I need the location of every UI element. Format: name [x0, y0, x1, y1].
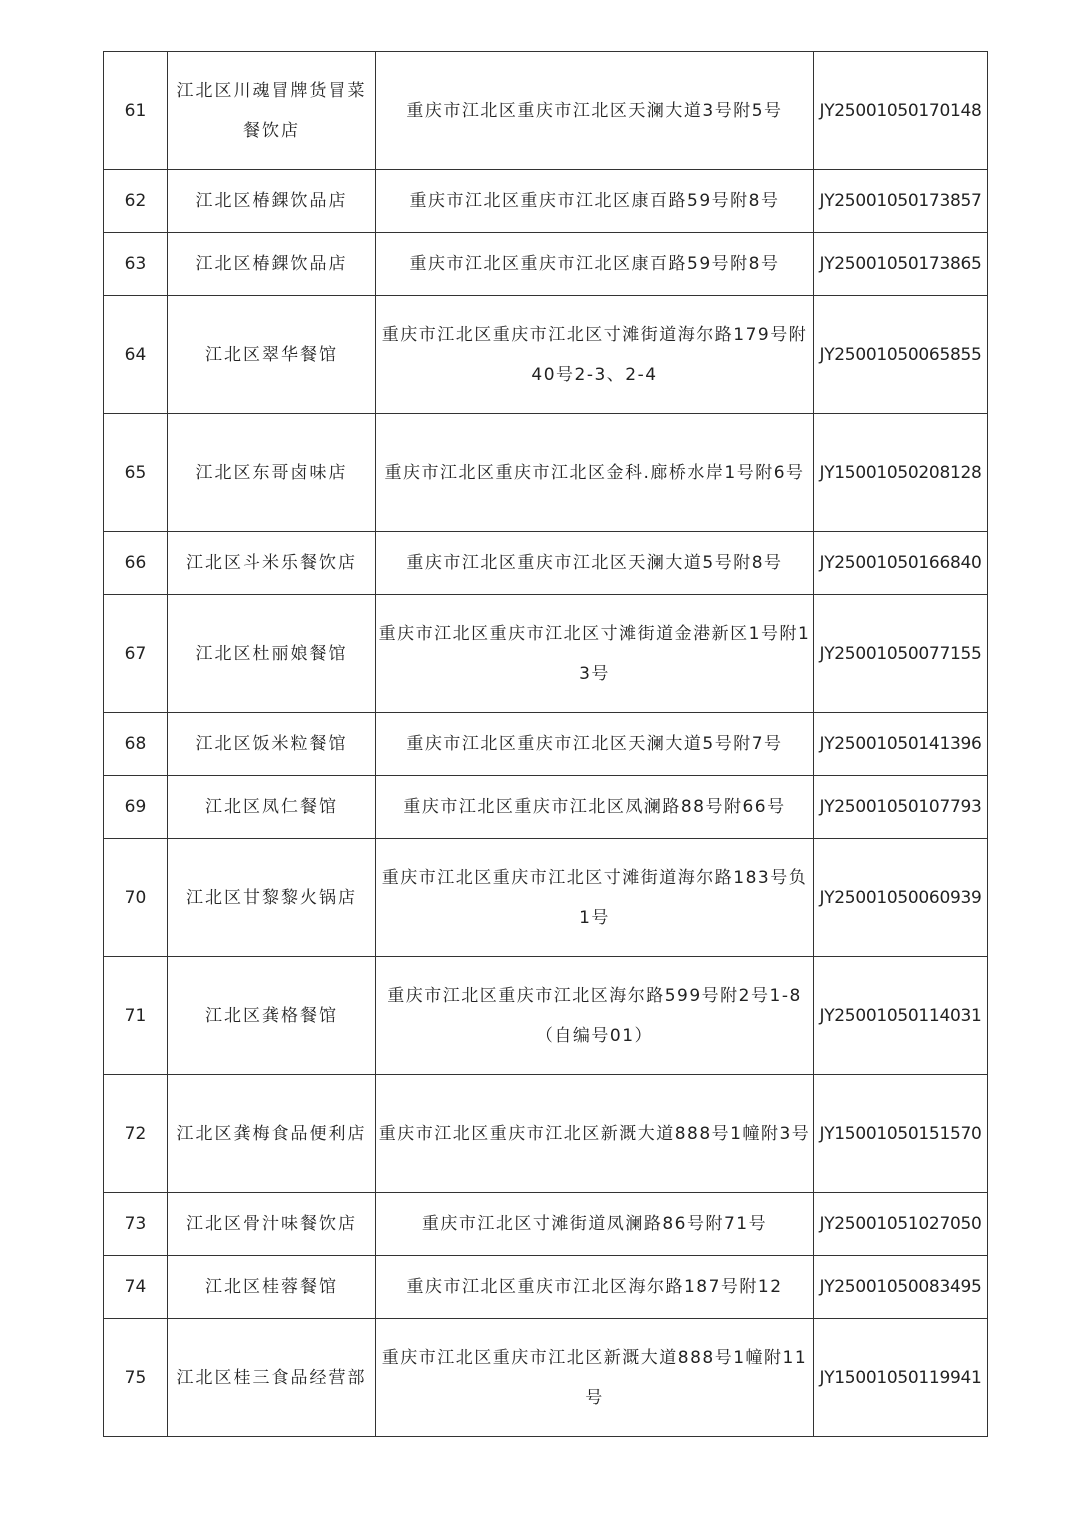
business-name-cell: 江北区椿錁饮品店 [168, 170, 376, 233]
row-number-cell: 74 [104, 1256, 168, 1319]
table-row [104, 414, 988, 532]
address-cell: 重庆市江北区重庆市江北区康百路59号附8号 [376, 170, 814, 233]
row-number-cell: 62 [104, 170, 168, 233]
license-number-cell: JY15001050119941 [814, 1319, 988, 1437]
address-cell: 重庆市江北区重庆市江北区凤澜路88号附66号 [376, 776, 814, 839]
table-row [104, 957, 988, 1075]
table-row [104, 713, 988, 776]
address-cell: 重庆市江北区重庆市江北区海尔路599号附2号1-8（自编号01） [376, 957, 814, 1075]
row-number-cell: 75 [104, 1319, 168, 1437]
address-cell: 重庆市江北区重庆市江北区金科.廊桥水岸1号附6号 [376, 414, 814, 532]
license-number-cell: JY25001050166840 [814, 532, 988, 595]
row-number-cell: 65 [104, 414, 168, 532]
table-row [104, 233, 988, 296]
business-name-cell: 江北区凤仁餐馆 [168, 776, 376, 839]
table-row [104, 1256, 988, 1319]
table-row [104, 839, 988, 957]
address-cell: 重庆市江北区重庆市江北区寸滩街道金港新区1号附13号 [376, 595, 814, 713]
table-row [104, 532, 988, 595]
license-number-cell: JY25001050065855 [814, 296, 988, 414]
business-name-cell: 江北区东哥卤味店 [168, 414, 376, 532]
license-number-cell: JY25001050173857 [814, 170, 988, 233]
business-name-cell: 江北区甘黎黎火锅店 [168, 839, 376, 957]
row-number-cell: 69 [104, 776, 168, 839]
row-number-cell: 71 [104, 957, 168, 1075]
address-cell: 重庆市江北区重庆市江北区天澜大道5号附8号 [376, 532, 814, 595]
row-number-cell: 68 [104, 713, 168, 776]
license-number-cell: JY25001050083495 [814, 1256, 988, 1319]
business-name-cell: 江北区饭米粒餐馆 [168, 713, 376, 776]
license-number-cell: JY15001050151570 [814, 1075, 988, 1193]
license-number-cell: JY25001050077155 [814, 595, 988, 713]
license-number-cell: JY25001050170148 [814, 52, 988, 170]
business-name-cell: 江北区骨汁味餐饮店 [168, 1193, 376, 1256]
table-row [104, 1193, 988, 1256]
address-cell: 重庆市江北区寸滩街道凤澜路86号附71号 [376, 1193, 814, 1256]
address-cell: 重庆市江北区重庆市江北区寸滩街道海尔路183号负1号 [376, 839, 814, 957]
license-number-cell: JY25001050114031 [814, 957, 988, 1075]
business-license-table [103, 51, 988, 1437]
business-name-cell: 江北区杜丽娘餐馆 [168, 595, 376, 713]
row-number-cell: 72 [104, 1075, 168, 1193]
row-number-cell: 67 [104, 595, 168, 713]
address-cell: 重庆市江北区重庆市江北区天澜大道5号附7号 [376, 713, 814, 776]
table-row [104, 1075, 988, 1193]
table-body [104, 52, 988, 1437]
license-number-cell: JY25001051027050 [814, 1193, 988, 1256]
row-number-cell: 61 [104, 52, 168, 170]
row-number-cell: 63 [104, 233, 168, 296]
address-cell: 重庆市江北区重庆市江北区寸滩街道海尔路179号附40号2-3、2-4 [376, 296, 814, 414]
license-number-cell: JY15001050208128 [814, 414, 988, 532]
table-row [104, 170, 988, 233]
business-name-cell: 江北区椿錁饮品店 [168, 233, 376, 296]
table-row [104, 296, 988, 414]
business-name-cell: 江北区桂蓉餐馆 [168, 1256, 376, 1319]
license-number-cell: JY25001050173865 [814, 233, 988, 296]
business-name-cell: 江北区翠华餐馆 [168, 296, 376, 414]
row-number-cell: 64 [104, 296, 168, 414]
address-cell: 重庆市江北区重庆市江北区新溉大道888号1幢附3号 [376, 1075, 814, 1193]
table-row [104, 776, 988, 839]
row-number-cell: 66 [104, 532, 168, 595]
business-name-cell: 江北区龚格餐馆 [168, 957, 376, 1075]
address-cell: 重庆市江北区重庆市江北区新溉大道888号1幢附11号 [376, 1319, 814, 1437]
address-cell: 重庆市江北区重庆市江北区海尔路187号附12 [376, 1256, 814, 1319]
row-number-cell: 70 [104, 839, 168, 957]
business-name-cell: 江北区桂三食品经营部 [168, 1319, 376, 1437]
license-number-cell: JY25001050060939 [814, 839, 988, 957]
business-name-cell: 江北区龚梅食品便利店 [168, 1075, 376, 1193]
business-name-cell: 江北区斗米乐餐饮店 [168, 532, 376, 595]
table-row [104, 595, 988, 713]
business-name-cell: 江北区川魂冒牌货冒菜餐饮店 [168, 52, 376, 170]
address-cell: 重庆市江北区重庆市江北区天澜大道3号附5号 [376, 52, 814, 170]
license-number-cell: JY25001050107793 [814, 776, 988, 839]
address-cell: 重庆市江北区重庆市江北区康百路59号附8号 [376, 233, 814, 296]
row-number-cell: 73 [104, 1193, 168, 1256]
license-number-cell: JY25001050141396 [814, 713, 988, 776]
table-row [104, 1319, 988, 1437]
table-row [104, 52, 988, 170]
